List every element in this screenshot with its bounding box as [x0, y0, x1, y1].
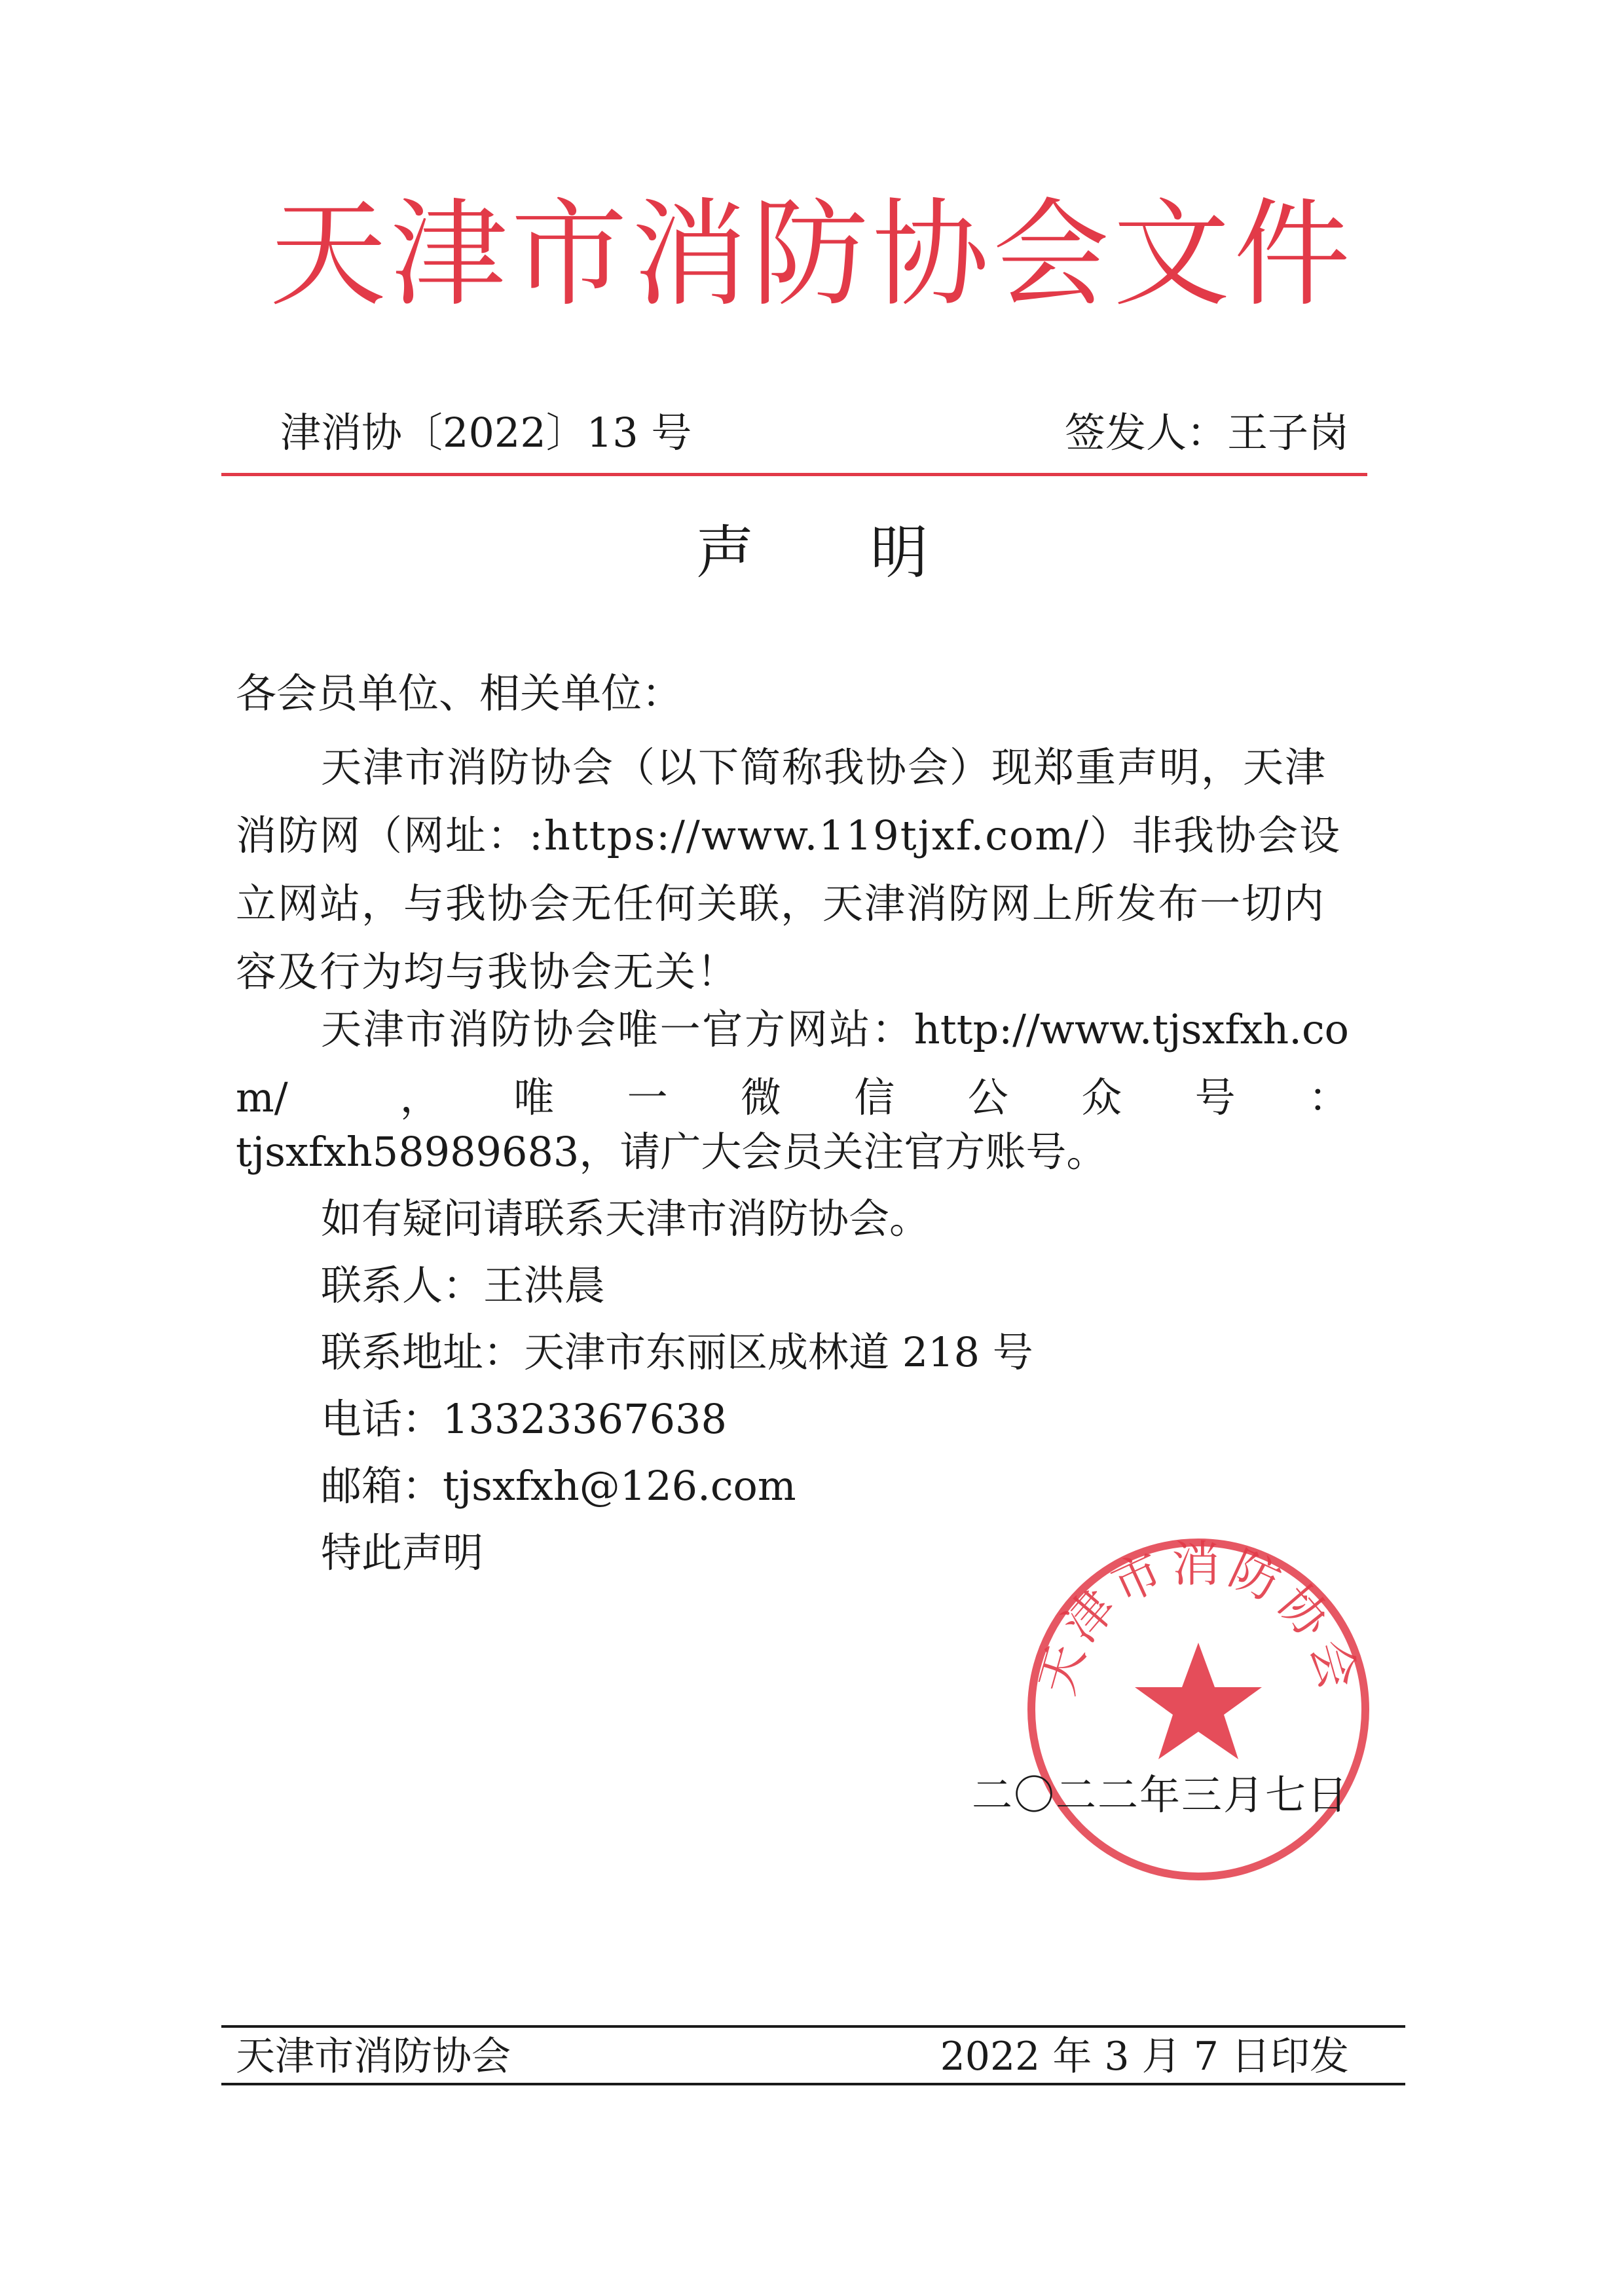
footer-top-rule — [221, 2025, 1405, 2028]
contact-phone: 电话：13323367638 — [321, 1395, 727, 1443]
paragraph-official-site: 天津市消防协会唯一官方网站：http://www.tjsxfxh.com/ ，唯一微信公众号： — [236, 1005, 1349, 1121]
document-title: 声 明 — [696, 519, 928, 586]
signature-date: 二〇二二年三月七日 — [971, 1771, 1349, 1819]
signer: 签发人：王子岗 — [1064, 409, 1349, 457]
contact-email: 邮箱：tjsxfxh@126.com — [321, 1462, 796, 1510]
footer-organization: 天津市消防协会 — [236, 2034, 511, 2080]
seal-text: 天津市消防协会 — [1028, 1536, 1369, 1701]
paragraph-disclaimer: 天津市消防协会（以下简称我协会）现郑重声明，天津消防网（网址：:https://www.119tjxf.com/）非我协会设立网站，与我协会无任何关联，天津消防网上所发布一切内容及行为均与我协会无关！ — [236, 743, 1342, 996]
closing-statement: 特此声明 — [321, 1529, 484, 1577]
red-divider — [221, 473, 1367, 476]
contact-person: 联系人：王洪晨 — [321, 1261, 606, 1309]
document-number: 津消协〔2022〕13 号 — [280, 409, 692, 457]
contact-note: 如有疑问请联系天津市消防协会。 — [321, 1195, 931, 1242]
footer-bottom-rule — [221, 2083, 1405, 2085]
footer-issue-date: 2022 年 3 月 7 日印发 — [940, 2034, 1349, 2080]
official-seal — [1022, 1533, 1375, 1886]
paragraph-official-wechat: tjsxfxh58989683，请广大会员关注官方账号。 — [236, 1128, 1107, 1176]
contact-address: 联系地址：天津市东丽区成林道 218 号 — [321, 1328, 1033, 1376]
masthead-title: 天津市消防协会文件 — [270, 187, 1354, 322]
salutation: 各会员单位、相关单位： — [236, 669, 683, 717]
